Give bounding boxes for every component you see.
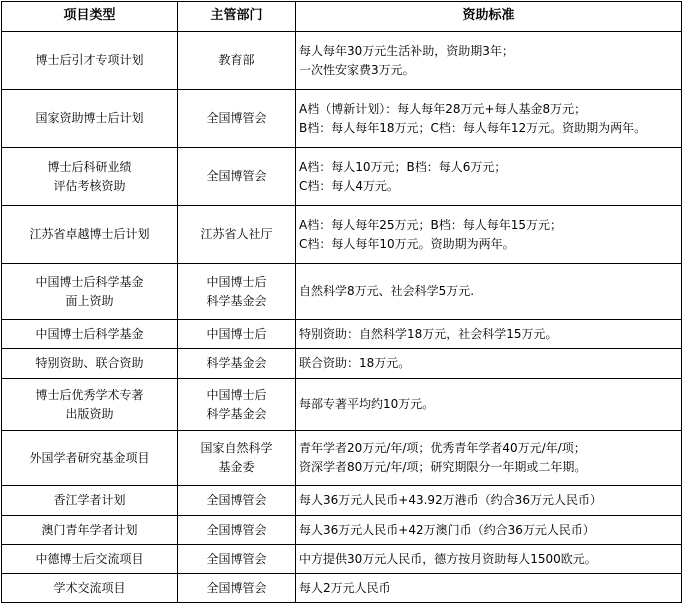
department-text: 科学基金会 [206, 356, 267, 371]
table-row [2, 206, 682, 264]
funding-standard-text: 每人36万元人民币+42万澳门币（约合36万元人民币） [299, 522, 595, 537]
header-department: 主管部门 [178, 2, 296, 32]
project-type-text: 特别资助、联合资助 [35, 356, 144, 371]
table-row [2, 320, 682, 349]
table-row [2, 486, 682, 516]
funding-standard-cell [296, 90, 682, 148]
project-type-text: 国家资助博士后计划 [35, 111, 144, 126]
funding-standard-text: B档：每人每年18万元；C档：每人每年12万元。资助期为两年。 [299, 120, 647, 135]
department-cell [178, 148, 296, 206]
department-cell [178, 379, 296, 431]
department-text: 基金委 [218, 460, 255, 474]
department-cell [178, 90, 296, 148]
funding-standard-text: 自然科学8万元、社会科学5万元. [299, 284, 475, 299]
funding-standard-cell [296, 320, 682, 349]
table-row [2, 148, 682, 206]
funding-standard-cell [296, 431, 682, 486]
project-type-cell [2, 349, 178, 379]
department-text: 江苏省人社厅 [200, 227, 273, 242]
table-row [2, 90, 682, 148]
project-type-text: 中国博士后科学基金 [35, 326, 144, 341]
department-cell [178, 320, 296, 349]
funding-standard-text: 每人2万元人民币 [299, 580, 391, 595]
funding-standard-cell [296, 545, 682, 574]
project-type-text: 外国学者研究基金项目 [29, 450, 150, 465]
department-cell [178, 206, 296, 264]
department-text: 科学基金会 [206, 293, 267, 308]
project-type-cell [2, 545, 178, 574]
department-text: 国家自然科学 [200, 441, 273, 456]
table-row [2, 349, 682, 379]
department-text: 教育部 [218, 53, 255, 68]
funding-standard-text: C档：每人4万元。 [299, 178, 400, 193]
department-text: 全国博管会 [206, 169, 267, 184]
department-text: 中国博士后 [206, 326, 267, 341]
department-text: 全国博管会 [206, 493, 267, 508]
table-row [2, 545, 682, 574]
funding-standard-cell [296, 32, 682, 90]
funding-standard-text: 每部专著平均约10万元。 [299, 397, 435, 412]
funding-standard-text: 特别资助：自然科学18万元，社会科学15万元。 [299, 326, 558, 341]
table-header-row [2, 2, 682, 32]
project-type-text: 博士后科研业绩 [47, 159, 132, 174]
table-row [2, 32, 682, 90]
project-type-text: 评估考核资助 [53, 178, 126, 193]
funding-standard-cell [296, 148, 682, 206]
funding-standards-table [1, 1, 682, 603]
project-type-cell [2, 486, 178, 516]
funding-standard-text: 资深学者80万元/年/项；研究期限分一年期或二年期。 [299, 460, 587, 474]
funding-standard-text: C档：每人每年10万元。资助期为两年。 [299, 236, 515, 251]
project-type-text: 中国博士后科学基金 [35, 274, 144, 289]
project-type-text: 澳门青年学者计划 [41, 522, 138, 537]
department-text: 全国博管会 [206, 551, 267, 566]
funding-standard-text: A档（博新计划）：每人每年28万元+每人基金8万元； [299, 101, 587, 116]
department-text: 中国博士后 [206, 387, 267, 402]
department-cell [178, 516, 296, 545]
department-text: 全国博管会 [206, 522, 267, 537]
funding-standard-text: 联合资助：18万元。 [299, 356, 411, 371]
department-cell [178, 431, 296, 486]
project-type-text: 学术交流项目 [53, 580, 126, 595]
table-row [2, 431, 682, 486]
funding-standard-cell [296, 486, 682, 516]
table-row [2, 574, 682, 603]
project-type-text: 江苏省卓越博士后计划 [29, 227, 150, 242]
project-type-cell [2, 32, 178, 90]
project-type-cell [2, 516, 178, 545]
department-cell [178, 349, 296, 379]
funding-standard-cell [296, 264, 682, 320]
project-type-text: 中德博士后交流项目 [35, 551, 144, 566]
project-type-cell [2, 320, 178, 349]
project-type-cell [2, 431, 178, 486]
funding-standard-cell [296, 516, 682, 545]
department-text: 全国博管会 [206, 580, 267, 595]
funding-standard-text: 一次性安家费3万元。 [299, 62, 415, 77]
funding-standard-cell [296, 379, 682, 431]
funding-standard-cell [296, 206, 682, 264]
funding-standard-text: 青年学者20万元/年/项；优秀青年学者40万元/年/项； [299, 441, 586, 456]
table-row [2, 379, 682, 431]
funding-standard-text: 每人每年30万元生活补助，资助期3年； [299, 43, 514, 58]
project-type-cell [2, 264, 178, 320]
department-cell [178, 32, 296, 90]
funding-standard-text: 每人36万元人民币+43.92万港币（约合36万元人民币） [299, 493, 602, 508]
department-cell [178, 574, 296, 603]
funding-standard-text: 中方提供30万元人民币，德方按月资助每人1500欧元。 [299, 551, 597, 566]
department-cell [178, 264, 296, 320]
funding-standard-text: A档：每人每年25万元；B档：每人每年15万元； [299, 217, 562, 232]
project-type-text: 博士后引才专项计划 [35, 53, 144, 68]
funding-standard-text: A档：每人10万元；B档：每人6万元； [299, 159, 507, 174]
project-type-cell [2, 206, 178, 264]
project-type-cell [2, 574, 178, 603]
header-funding-standard: 资助标准 [296, 2, 682, 32]
project-type-text: 面上资助 [65, 293, 114, 308]
funding-standard-cell [296, 574, 682, 603]
project-type-text: 博士后优秀学术专著 [35, 387, 144, 402]
project-type-text: 出版资助 [65, 406, 114, 421]
department-text: 科学基金会 [206, 406, 267, 421]
project-type-cell [2, 148, 178, 206]
funding-standard-cell [296, 349, 682, 379]
department-cell [178, 486, 296, 516]
department-text: 全国博管会 [206, 111, 267, 126]
department-cell [178, 545, 296, 574]
project-type-cell [2, 379, 178, 431]
project-type-text: 香江学者计划 [53, 493, 126, 508]
department-text: 中国博士后 [206, 274, 267, 289]
header-project-type: 项目类型 [2, 2, 178, 32]
table-row [2, 264, 682, 320]
project-type-cell [2, 90, 178, 148]
table-row [2, 516, 682, 545]
